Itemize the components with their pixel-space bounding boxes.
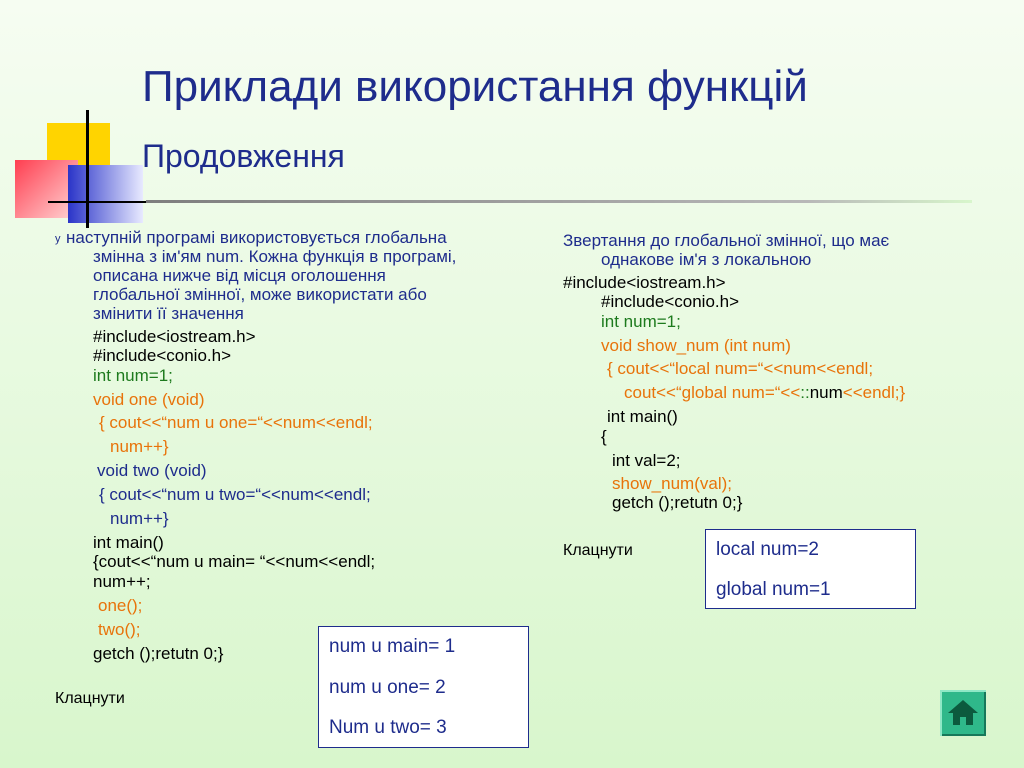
code-void-one: void one (void) [93, 390, 205, 409]
right-click-label[interactable]: Клацнути [563, 542, 633, 559]
code-main-cout: {cout<<“num u main= “<<num<<endl; [93, 552, 376, 571]
output-line-3: Num u two= 3 [329, 717, 447, 738]
vertical-rule [86, 110, 89, 228]
bullet-marker: у [55, 233, 61, 245]
left-intro-line-3: описана нижче від місця оголошення [93, 266, 386, 285]
r-code-global-cout-b: <<endl;} [842, 383, 906, 402]
r-output-line-1: local num=2 [716, 539, 819, 560]
r-code-main-decl: int main() [607, 407, 678, 426]
code-main-increment: num++; [93, 572, 151, 591]
left-intro-line-2: змінна з ім'ям num. Кожна функція в програмі, [93, 247, 457, 266]
right-intro-line-1: Звертання до глобальної змінної, що має [563, 231, 890, 250]
slide-subtitle: Продовження [142, 138, 345, 174]
output-line-1: num u main= 1 [329, 636, 456, 657]
code-int-keyword: int [93, 366, 111, 385]
left-intro-line-4: глобальної змінної, може використати або [93, 285, 427, 304]
r-code-scope-operator: :: [800, 383, 810, 402]
code-one-cout: { cout<<“num u one=“<<num<<endl; [99, 413, 373, 432]
code-include-conio: #include<conio.h> [93, 346, 232, 365]
r-code-open-brace: { [601, 427, 607, 446]
r-code-global-num: num [809, 383, 843, 402]
r-code-show-call: show_num(val); [612, 474, 732, 493]
right-intro-line-2: однакове ім'я з локальною [601, 250, 812, 269]
home-button[interactable] [940, 690, 986, 736]
left-click-label[interactable]: Клацнути [55, 690, 125, 707]
code-getch: getch ();retutn 0;} [93, 644, 224, 663]
code-call-one: one(); [98, 596, 143, 615]
r-code-local-cout: { cout<<“local num=“<<num<<endl; [607, 359, 874, 378]
horizontal-rule [48, 201, 146, 203]
code-include-iostream: #include<iostream.h> [93, 327, 256, 346]
code-void-two: void two (void) [97, 461, 207, 480]
decorative-logo [10, 105, 145, 230]
code-call-two: two(); [98, 620, 141, 639]
r-code-show-decl: void show_num (int num) [601, 336, 791, 355]
code-one-increment: num++} [110, 437, 169, 456]
left-intro-line-5: змінити її значення [93, 304, 244, 323]
left-intro-line-1: наступній програмі використовується глобальна [66, 228, 447, 247]
blue-square [68, 165, 143, 223]
code-main-decl: int main() [93, 533, 164, 552]
r-code-include-conio: #include<conio.h> [601, 292, 740, 311]
home-icon [940, 690, 986, 736]
r-output-line-2: global num=1 [716, 579, 831, 600]
title-rule [146, 200, 972, 203]
code-global-num [93, 366, 173, 386]
output-line-2: num u one= 2 [329, 677, 446, 698]
slide-title: Приклади використання функцій [142, 62, 808, 111]
r-code-val-decl: int val=2; [612, 451, 681, 470]
code-two-increment: num++} [110, 509, 169, 528]
code-two-cout: { cout<<“num u two=“<<num<<endl; [99, 485, 371, 504]
r-code-num-decl: int num=1; [601, 312, 681, 331]
r-code-getch: getch ();retutn 0;} [612, 493, 743, 512]
left-output-box [318, 626, 529, 748]
r-code-global-cout [624, 383, 905, 403]
r-code-global-cout-a: cout<<“global num=“<< [624, 383, 801, 402]
right-output-box [705, 529, 916, 609]
code-num-decl: num=1; [110, 366, 173, 385]
r-code-include-iostream: #include<iostream.h> [563, 273, 726, 292]
